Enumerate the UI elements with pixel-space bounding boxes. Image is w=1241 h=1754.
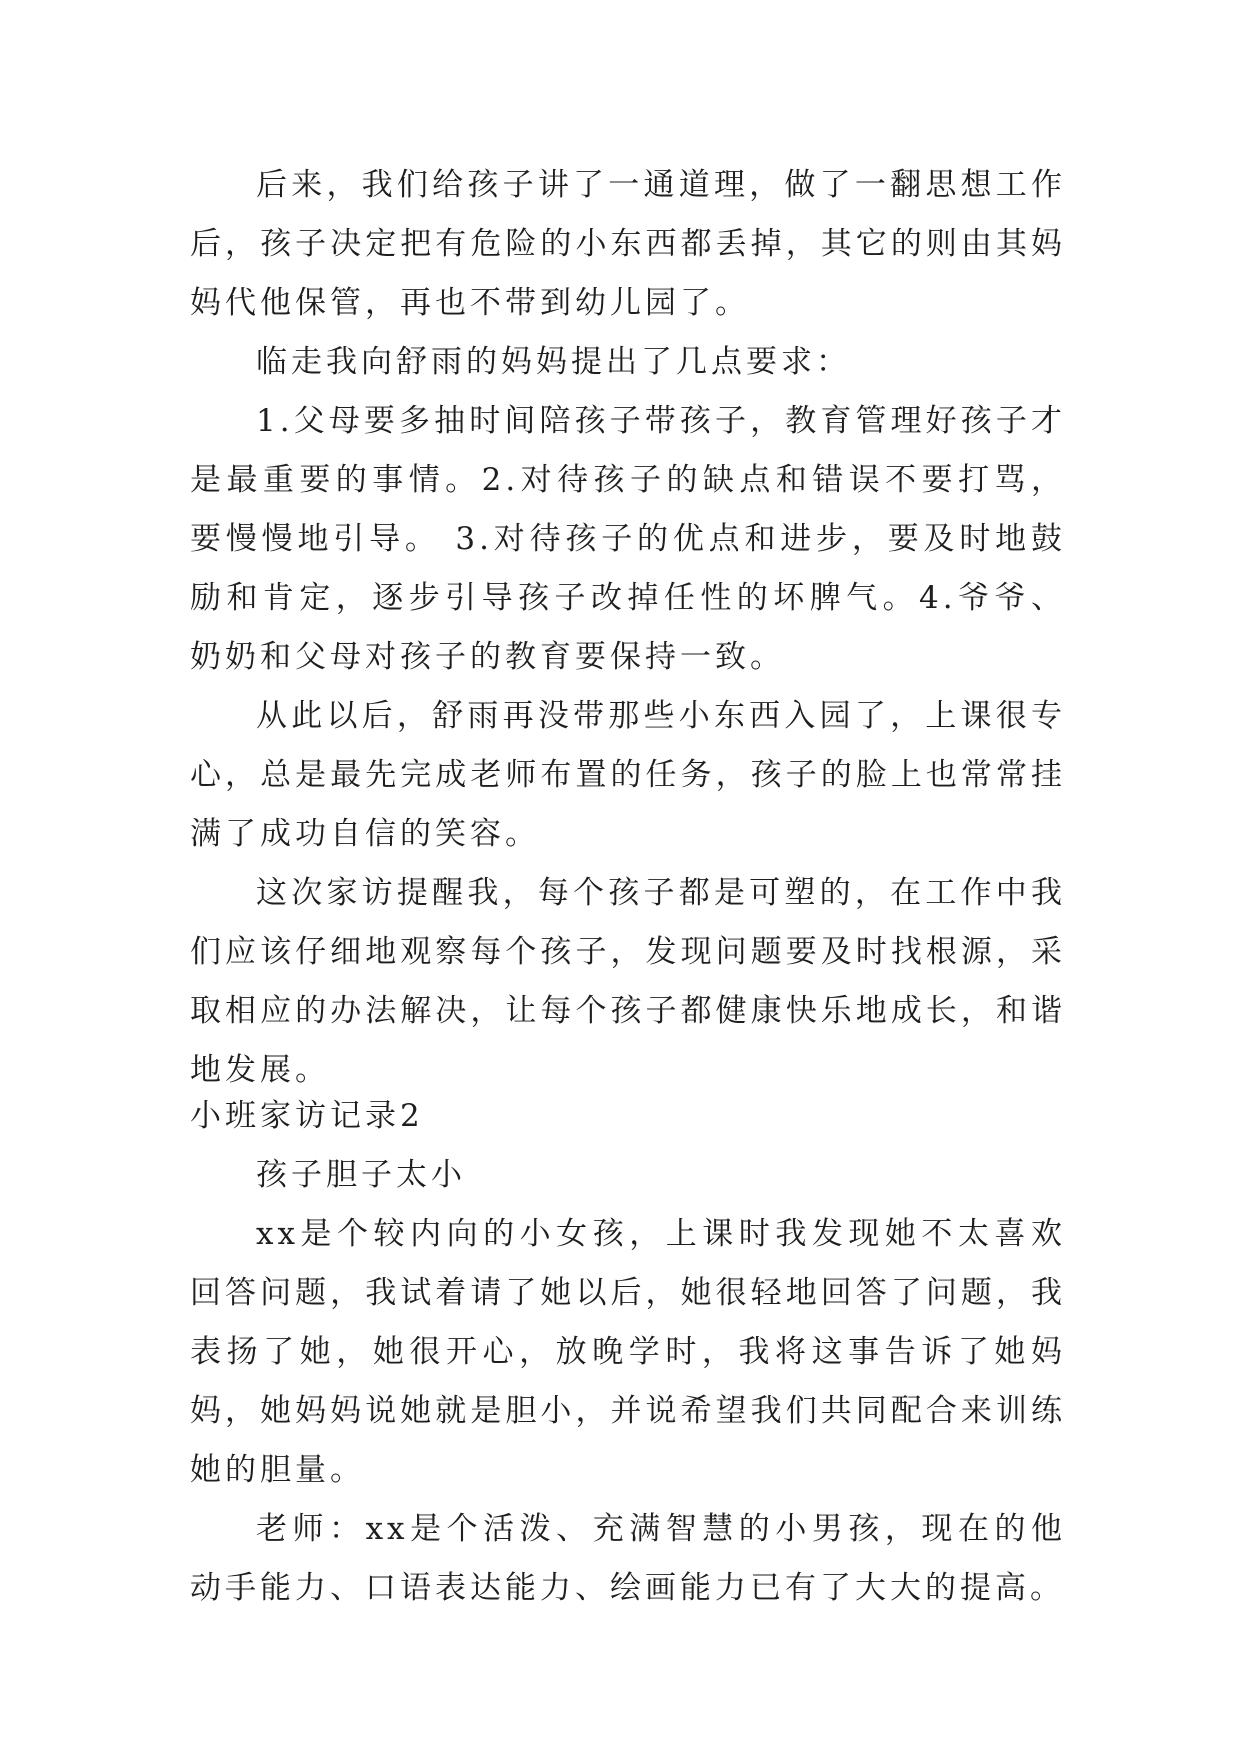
section-heading: 小班家访记录2 (190, 1098, 424, 1134)
paragraph: 老师：xx是个活泼、充满智慧的小男孩，现在的他动手能力、口语表达能力、绘画能力已有了大大的提高。 (190, 1511, 1066, 1606)
paragraph: 从此以后，舒雨再没带那些小东西入园了，上课很专心，总是最先完成老师布置的任务，孩子的脸上也常常挂满了成功自信的笑容。 (190, 698, 1066, 852)
document-body-top (190, 156, 1066, 1100)
paragraph: 这次家访提醒我，每个孩子都是可塑的，在工作中我们应该仔细地观察每个孩子，发现问题要及时找根源，采取相应的办法解决，让每个孩子都健康快乐地成长，和谐地发展。 (190, 875, 1066, 1088)
paragraph: xx是个较内向的小女孩，上课时我发现她不太喜欢回答问题，我试着请了她以后，她很轻地回答了问题，我表扬了她，她很开心，放晚学时，我将这事告诉了她妈妈，她妈妈说她就是胆小，并说希望我们共同配合来训练她的胆量。 (190, 1216, 1066, 1488)
paragraph: 1.父母要多抽时间陪孩子带孩子，教育管理好孩子才是最重要的事情。2.对待孩子的缺点和错误不要打骂，要慢慢地引导。 3.对待孩子的优点和进步，要及时地鼓励和肯定，逐步引导孩子改掉任性的坏脾气。4.爷爷、奶奶和父母对孩子的教育要保持一致。 (190, 403, 1066, 675)
document-body-bottom (190, 1087, 1066, 1618)
paragraph: 后来，我们给孩子讲了一通道理，做了一翻思想工作后，孩子决定把有危险的小东西都丢掉，其它的则由其妈妈代他保管，再也不带到幼儿园了。 (190, 167, 1066, 321)
paragraph-subtitle: 孩子胆子太小 (256, 1157, 466, 1193)
paragraph: 临走我向舒雨的妈妈提出了几点要求： (256, 344, 851, 380)
